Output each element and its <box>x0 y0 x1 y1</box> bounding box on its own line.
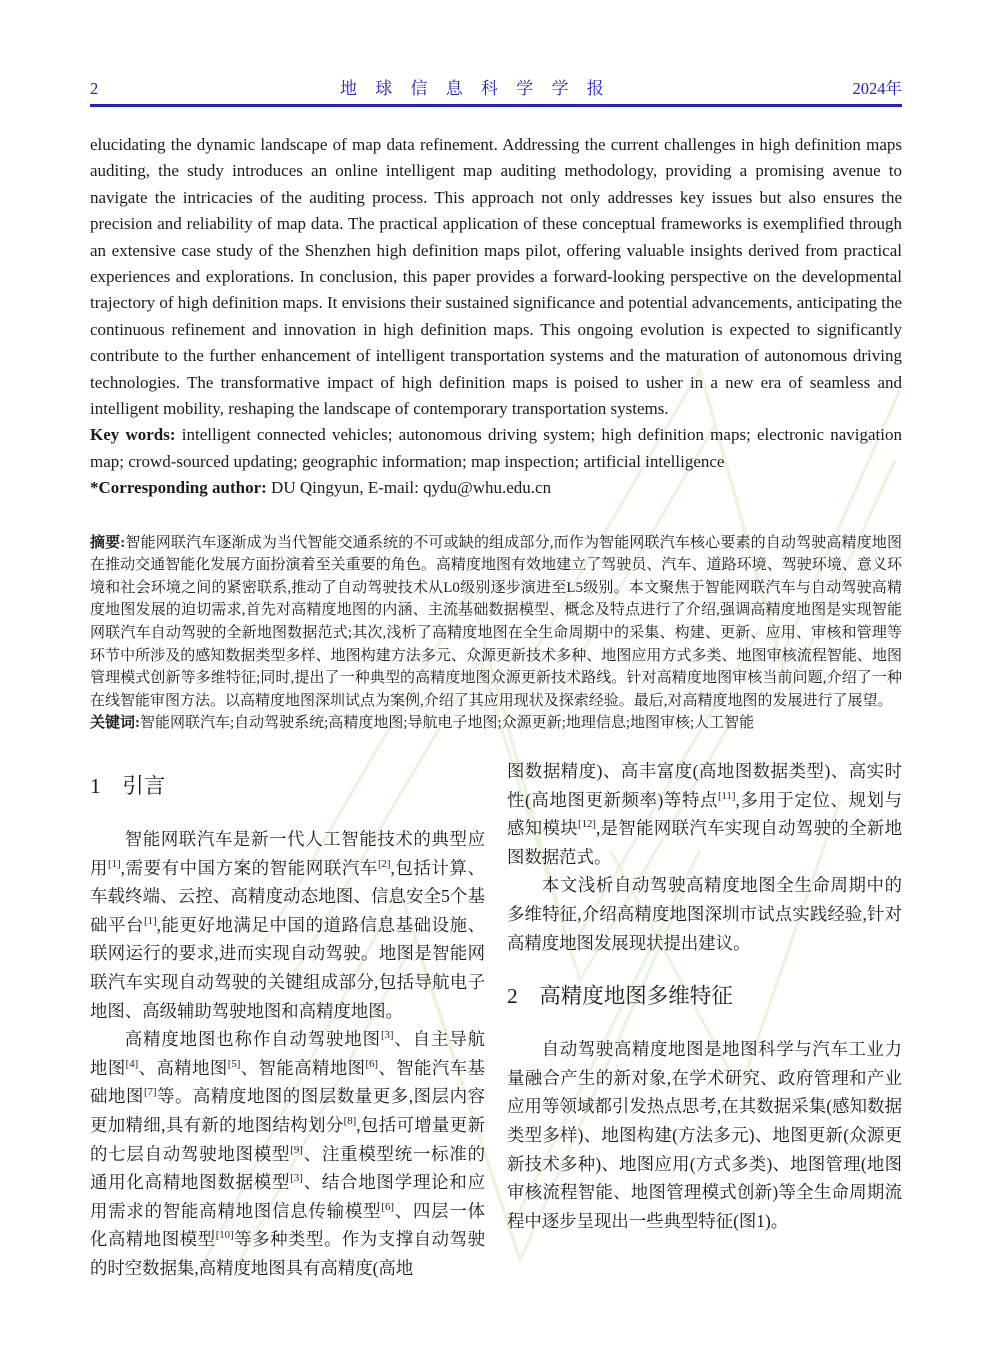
keywords-en-line <box>90 422 902 475</box>
intro-paragraph-2: 高精度地图也称作自动驾驶地图[3]、自主导航地图[4]、高精地图[5]、智能高精地图[6]、智能汽车基础地图[7]等。高精度地图的图层数量更多,图层内容更加精细,具有新的地图结构划分[8],包括可增量更新的七层自动驾驶地图模型[9]、注重模型统一标准的通用化高精地图数据模型[3]、结合地图学理论和应用需求的智能高精地图信息传输模型[6]、四层一体化高精地图模型[10]等多种类型。作为支撑自动驾驶的时空数据集,高精度地图具有高精度(高地 <box>90 1029 485 1278</box>
overview-paragraph: 本文浅析自动驾驶高精度地图全生命周期中的多维特征,介绍高精度地图深圳市试点实践经验,针对高精度地图发展现状提出建议。 <box>507 875 902 953</box>
english-abstract <box>90 132 902 502</box>
journal-title: 地 球 信 息 科 学 学 报 <box>340 79 611 98</box>
issue-year: 2024年 <box>852 79 902 98</box>
page-number: 2 <box>90 79 99 98</box>
corresponding-author-text: DU Qingyun, E-mail: qydu@whu.edu.cn <box>271 478 552 498</box>
header-rule <box>90 104 902 107</box>
abstract-zh-text: 智能网联汽车逐渐成为当代智能交通系统的不可或缺的组成部分,而作为智能网联汽车核心要素的自动驾驶高精度地图在推动交通智能化发展方面扮演着至关重要的角色。高精度地图有效地建立了驾驶员、汽车、道路环境、驾驶环境、意义环境和社会环境之间的紧密联系,推动了自动驾驶技术从L0级别逐步演进至L5级别。本文聚焦于智能网联汽车与自动驾驶高精度地图发展的迫切需求,首先对高精度地图的内涵、主流基础数据模型、概念及特点进行了介绍,强调高精度地图是实现智能网联汽车自动驾驶的全新地图数据范式;其次,浅析了高精度地图在全生命周期中的采集、构建、更新、应用、审核和管理等环节中所涉及的感知数据类型多样、地图构建方法多元、众源更新技术多种、地图应用方式多类、地图审核流程智能、地图管理模式创新等多维特征;同时,提出了一种典型的高精度地图众源更新技术路线。针对高精度地图审核当前问题,介绍了一种在线智能审图方法。以高精度地图深圳试点为案例,介绍了其应用现状及探索经验。最后,对高精度地图的发展进行了展望。 <box>90 534 902 709</box>
chinese-abstract <box>90 532 902 735</box>
abstract-zh-label: 摘要: <box>90 534 126 551</box>
keywords-en-text: intelligent connected vehicles; autonomous driving system; high definition maps; electronic navigation map; crowd-sourced updating; geographic information; map inspection; artificial intelligence <box>90 425 902 471</box>
page-content <box>90 0 902 1283</box>
abstract-zh-line <box>90 532 902 713</box>
keywords-en-label: Key words: <box>90 425 182 445</box>
section-1-heading: 1 引言 <box>90 774 166 799</box>
continuation-paragraph: 图数据精度)、高丰富度(高地图数据类型)、高实时性(高地图更新频率)等特点[11],多用于定位、规划与感知模块[12],是智能网联汽车实现自动驾驶的全新地图数据范式。 <box>507 761 902 867</box>
keywords-zh-label: 关键词: <box>90 715 140 732</box>
corresponding-author-line <box>90 475 902 501</box>
abstract-en-text: elucidating the dynamic landscape of map data refinement. Addressing the current challenges in high definition maps auditing, the study introduces an online intelligent map auditing methodology, providing a promising avenue to navigate the intricacies of the auditing process. This approach not only addresses key issues but also ensures the precision and reliability of map data. The practical application of these conceptual frameworks is exemplified through an extensive case study of the Shenzhen high definition maps pilot, offering valuable insights derived from practical experiences and explorations. In conclusion, this paper provides a forward-looking perspective on the developmental trajectory of high definition maps. It envisions their sustained significance and potential advancements, anticipating the continuous refinement and innovation in high definition maps. This ongoing evolution is expected to significantly contribute to the further enhancement of intelligent transportation systems and the maturation of autonomous driving technologies. The transformative impact of high definition maps is poised to usher in a new era of seamless and intelligent mobility, reshaping the landscape of contemporary transportation systems. <box>90 135 902 419</box>
page-header <box>90 0 902 99</box>
corresponding-author-label: *Corresponding author: <box>90 478 272 498</box>
keywords-zh-text: 智能网联汽车;自动驾驶系统;高精度地图;导航电子地图;众源更新;地理信息;地图审核;人工智能 <box>140 715 755 732</box>
intro-paragraph-1: 智能网联汽车是新一代人工智能技术的典型应用[1],需要有中国方案的智能网联汽车[2],包括计算、车载终端、云控、高精度动态地图、信息安全5个基础平台[1],能更好地满足中国的道路信息基础设施、联网运行的要求,进而实现自动驾驶。地图是智能网联汽车实现自动驾驶的关键组成部分,包括导航电子地图、高级辅助驾驶地图和高精度地图。 <box>90 829 485 1021</box>
left-column <box>90 757 485 1283</box>
section-2-paragraph: 自动驾驶高精度地图是地图科学与汽车工业力量融合产生的新对象,在学术研究、政府管理和产业应用等领域都引发热点思考,在其数据采集(感知数据类型多样)、地图构建(方法多元)、地图更新(众源更新技术多种)、地图应用(方式多类)、地图管理(地图审核流程智能、地图管理模式创新)等全生命周期流程中逐步呈现出一些典型特征(图1)。 <box>507 1039 902 1231</box>
body-columns <box>90 757 902 1283</box>
keywords-zh-line <box>90 712 902 735</box>
right-column <box>507 757 902 1283</box>
section-2-heading: 2 高精度地图多维特征 <box>507 984 733 1009</box>
